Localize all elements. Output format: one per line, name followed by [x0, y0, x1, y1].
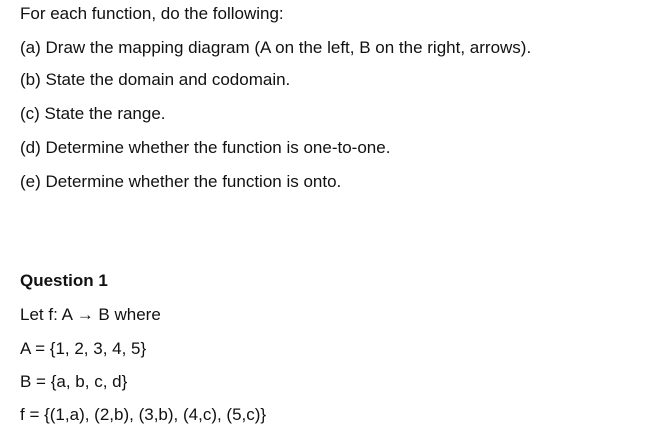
instruction-item-e: (e) Determine whether the function is onto. — [20, 172, 342, 191]
question-line-set-b: B = {a, b, c, d} — [20, 372, 128, 391]
instruction-item-b: (b) State the domain and codomain. — [20, 70, 291, 89]
question-line-mapping: f = {(1,a), (2,b), (3,b), (4,c), (5,c)} — [20, 405, 267, 424]
instruction-item-d: (d) Determine whether the function is one-to-one. — [20, 138, 391, 157]
instructions-intro: For each function, do the following: — [20, 4, 284, 23]
question-line-function-def: Let f: A → B where — [20, 305, 161, 324]
instruction-item-c: (c) State the range. — [20, 104, 166, 123]
question-line-set-a: A = {1, 2, 3, 4, 5} — [20, 339, 147, 358]
instruction-item-a: (a) Draw the mapping diagram (A on the left, B on the right, arrows). — [20, 38, 532, 57]
question-title: Question 1 — [20, 271, 108, 290]
